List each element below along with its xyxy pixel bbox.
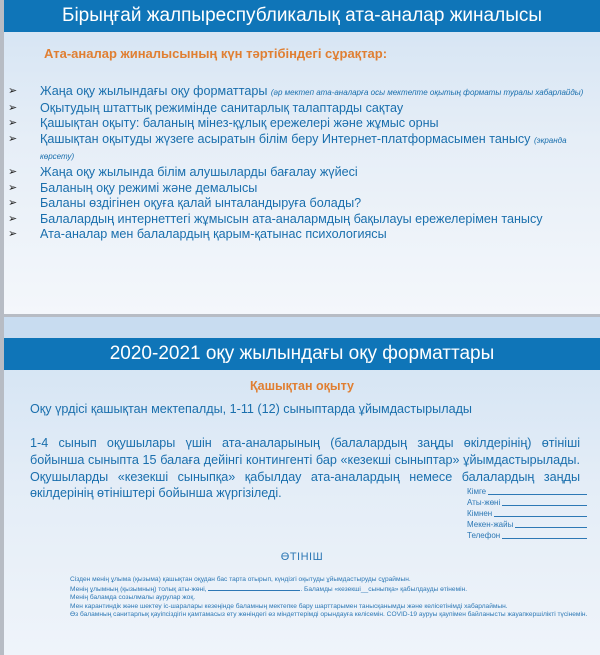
agenda-item-text: Қашықтан оқыту: баланың мінез-құлық ережелері және жұмыс орны <box>40 116 439 131</box>
application-line: Менің баламда созылмалы аурулар жоқ. <box>70 594 196 602</box>
agenda-item <box>4 196 594 212</box>
intro-text: Оқу үрдісі қашықтан мектепалды, 1-11 (12) сыныптарда ұйымдастырылады <box>30 402 472 416</box>
agenda-item-text: Жаңа оқу жылындағы оқу форматтары <box>40 84 268 98</box>
application-body <box>70 576 590 620</box>
agenda-heading: Ата-аналар жиналысының күн тәртібіндегі сұрақтар: <box>44 46 388 61</box>
arrowhead-bullet-icon: ➢ <box>8 132 18 145</box>
arrowhead-bullet-icon: ➢ <box>8 117 18 130</box>
blank-line <box>502 531 587 539</box>
agenda-item-note: (әр мектеп ата-аналарға осы мектепте оқытың форматы туралы хабарлайды) <box>270 88 584 97</box>
slide-title: 2020-2021 оқу жылындағы оқу форматтары <box>4 338 600 370</box>
slide-title: Бірыңғай жалпыреспубликалық ата-аналар жиналысы <box>4 0 600 32</box>
agenda-item <box>4 165 594 181</box>
recipient-form <box>467 485 587 540</box>
application-text: . Баламды «кезекші__сыныпқа» қабылдауды өтінемін. <box>300 585 468 593</box>
agenda-list <box>4 84 594 243</box>
agenda-item-text: Жаңа оқу жылында білім алушыларды бағалау жүйесі <box>40 164 358 179</box>
application-line: Өз баламның санитарлық қауіпсіздігін қамтамасыз ету жөніндегі өз міндеттерімді орындауға келісемін. COVID-19 ауруы қаупімен байланысты жауапкершілікті түсінемін. <box>70 611 588 619</box>
agenda-item <box>4 101 594 117</box>
agenda-item-note: (экранда көрсету) <box>40 135 567 162</box>
application-text: Менің ұлымның (қызымның) толық аты-жөні, <box>70 585 207 593</box>
agenda-item <box>4 212 594 228</box>
application-line <box>70 585 590 595</box>
blank-line <box>515 520 587 528</box>
application-line: Сізден менің ұлыма (қызыма) қашықтан оқудан бас тарта отырып, күндізгі оқытуды ұйымдастыруды сұраймын. <box>70 576 411 583</box>
arrowhead-bullet-icon: ➢ <box>8 197 18 210</box>
agenda-item-text: Ата-аналар мен балалардың қарым-қатынас психологиясы <box>40 227 387 242</box>
arrowhead-bullet-icon: ➢ <box>8 212 18 225</box>
form-row-from <box>467 507 587 518</box>
arrowhead-bullet-icon: ➢ <box>8 101 18 114</box>
application-title: ӨТІНІШ <box>280 551 324 563</box>
arrowhead-bullet-icon: ➢ <box>8 181 18 194</box>
agenda-item <box>4 132 594 165</box>
section-subheading: Қашықтан оқыту <box>250 379 354 393</box>
agenda-item <box>4 227 594 243</box>
form-row-to <box>467 485 587 496</box>
form-row-address <box>467 518 587 529</box>
agenda-item-text: Оқытудың штаттық режимінде санитарлық талаптарды сақтау <box>40 100 404 115</box>
arrowhead-bullet-icon: ➢ <box>8 228 18 241</box>
form-label: Кімнен <box>467 509 493 518</box>
agenda-item-text: Баланың оқу режимі және демалысы <box>40 180 258 195</box>
form-row-name <box>467 496 587 507</box>
blank-line <box>208 585 300 591</box>
application-line: Мен карантиндік және шектеу іс-шаралары кезеңінде баламның мектепке бару шарттарымен танысқанымды және келісетінімді хабарлаймын. <box>70 602 508 610</box>
agenda-item <box>4 84 594 101</box>
agenda-item <box>4 181 594 197</box>
agenda-item-text: Баланы өздігінен оқуға қалай ынталандыруға болады? <box>40 196 362 211</box>
agenda-item-text: Балалардың интернеттегі жұмысын ата-аналармдың бақылауы ережелерімен танысу <box>40 211 543 226</box>
form-row-phone <box>467 529 587 540</box>
agenda-item-text: Қашықтан оқытуды жүзеге асыратын білім беру Интернет-платформасымен танысу <box>40 131 531 146</box>
form-label: Аты-жөні <box>467 498 501 507</box>
blank-line <box>488 487 587 495</box>
form-label: Мекен-жайы <box>467 520 514 529</box>
arrowhead-bullet-icon: ➢ <box>8 85 18 97</box>
arrowhead-bullet-icon: ➢ <box>8 165 18 178</box>
blank-line <box>502 498 587 506</box>
agenda-item <box>4 116 594 132</box>
body-paragraph: 1-4 сынып оқушылары үшін ата-аналарының (балалардың заңды өкілдерінің) өтініші бойынша сыныпта 15 балаға дейінгі контингенті бар «кезекші сыныптар» ұйымдастырылады. Оқушыларды «кезекші сыныпқа» қабылдау ата-аналардың немесе балалардың заңды өкілдерінің өтініштері бойынша жүргізіледі. <box>30 436 580 501</box>
slide-parent-meeting <box>4 0 600 314</box>
form-label: Телефон <box>467 531 501 540</box>
blank-line <box>494 509 587 517</box>
slide-learning-formats <box>4 317 600 655</box>
form-label: Кімге <box>467 487 487 496</box>
